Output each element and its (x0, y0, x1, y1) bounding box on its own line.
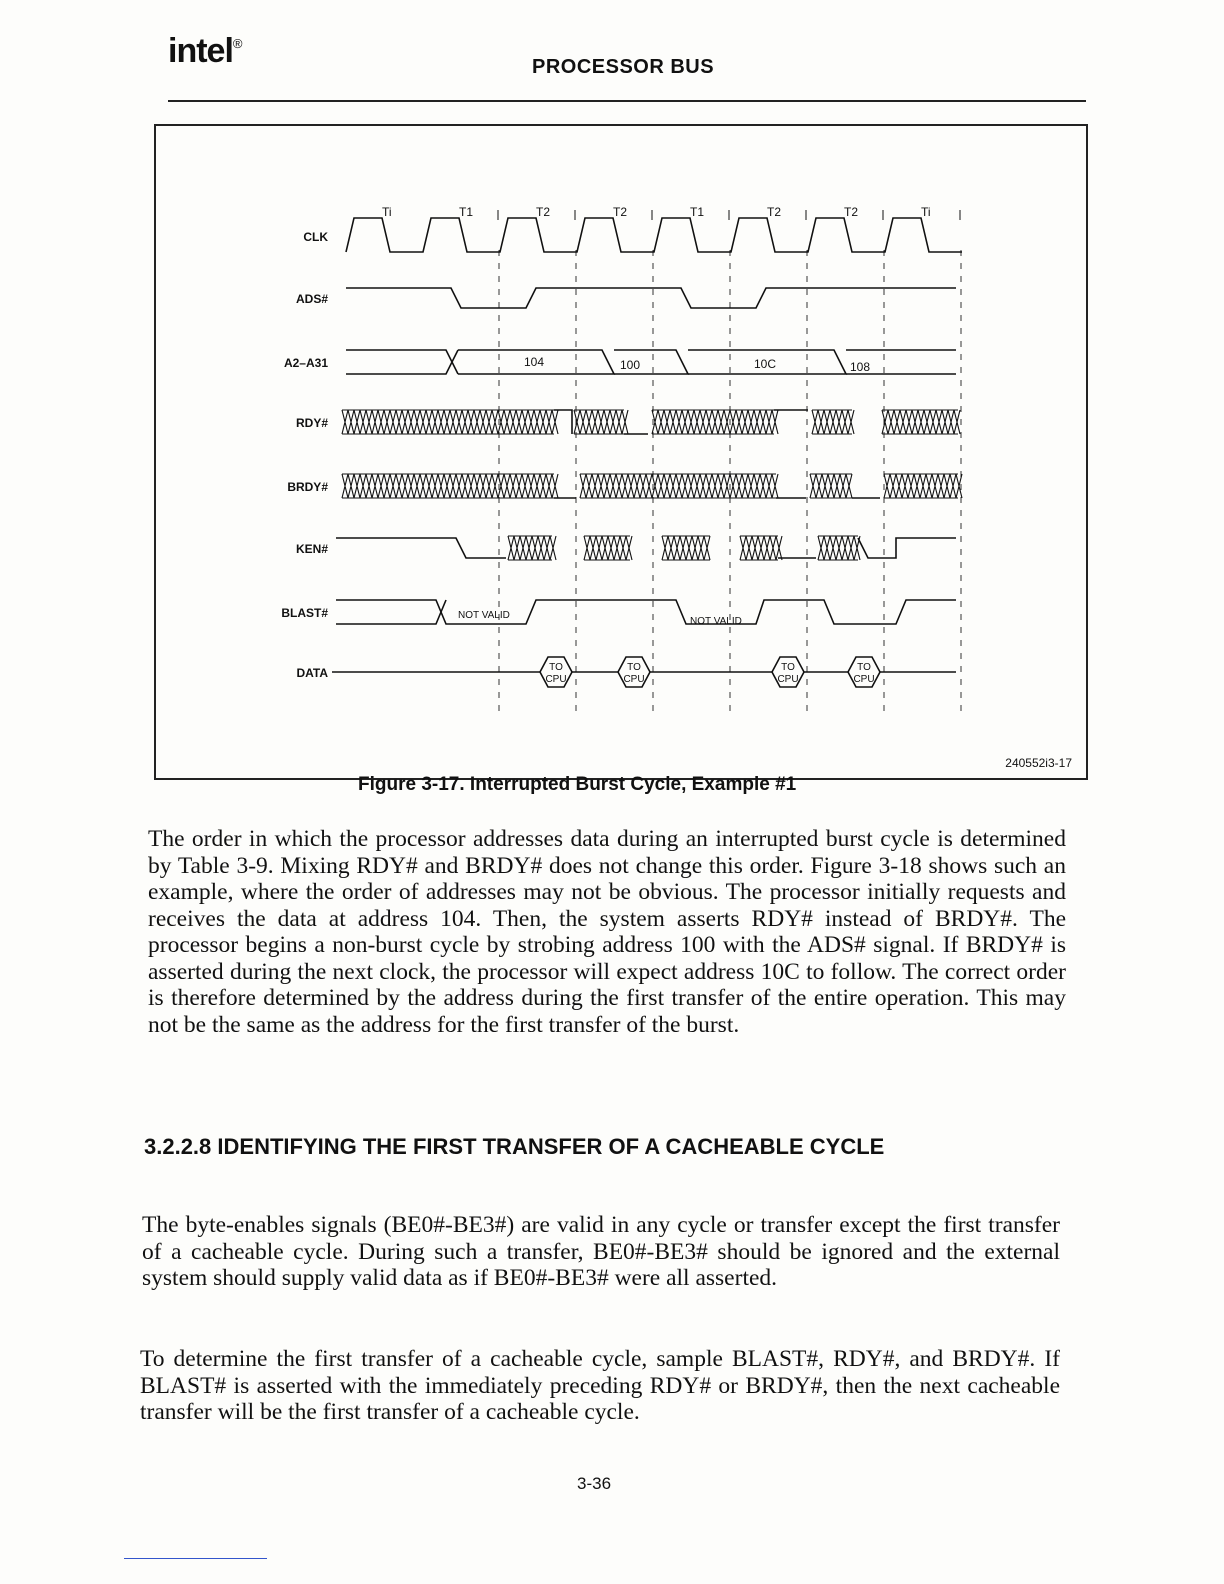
to-label: TO (781, 662, 795, 673)
address-label: 104 (524, 355, 545, 369)
signal-label: DATA (296, 666, 328, 680)
rdy-hatched-region (342, 410, 558, 434)
ken-waveform (858, 538, 956, 558)
paragraph-byte-enables: The byte-enables signals (BE0#-BE3#) are valid in any cycle or transfer except the first transfer of a cacheable cycle. During such a transfer, BE0#-BE3# should be ignored and the external system should supply valid data as if BE0#-BE3# were all asserted. (142, 1212, 1060, 1291)
clk-waveform (346, 218, 962, 252)
blast-waveform (336, 600, 446, 624)
ken-hatched-region (508, 536, 556, 560)
rdy-hatched-region (652, 410, 778, 434)
not-valid-label: NOT VALID (690, 616, 742, 627)
section-heading: 3.2.2.8 IDENTIFYING THE FIRST TRANSFER OF A CACHEABLE CYCLE (144, 1134, 885, 1159)
ads-waveform (346, 288, 956, 308)
figure-caption: Figure 3-17. Interrupted Burst Cycle, Example #1 (358, 774, 797, 795)
ken-waveform (336, 538, 506, 558)
signal-label: BRDY# (287, 480, 328, 494)
figure-id: 240552i3-17 (1005, 756, 1072, 770)
ken-hatched-region (662, 536, 710, 560)
rdy-hatched-region (812, 410, 854, 434)
paragraph-burst-order: The order in which the processor addresses data during an interrupted burst cycle is determined by Table 3-9. Mixing RDY# and BRDY# does not change this order. Figure 3-18 shows such an example, where the order of addresses may not be obvious. The processor initially requests and receives the data at address 104. Then, the system asserts RDY# instead of BRDY#. The processor begins a non-burst cycle by strobing address 100 with the ADS# signal. If BRDY# is asserted during the next clock, the processor will expect address 10C to follow. The correct order is therefore determined by the address during the first transfer of the entire operation. This may not be the same as the address for the first transfer of the burst. (148, 826, 1066, 1038)
clock-state-label: Ti (382, 205, 392, 219)
address-label: 108 (850, 360, 871, 374)
to-label: TO (857, 662, 871, 673)
intel-logo (168, 32, 242, 71)
signal-label: CLK (303, 230, 328, 244)
header-rule (168, 100, 1086, 102)
rdy-hatched-region (882, 410, 960, 434)
rdy-hatched-region (574, 410, 628, 434)
signal-label: A2–A31 (283, 356, 328, 370)
address-label: 10C (754, 357, 777, 371)
address-bus-segment (346, 350, 458, 374)
ken-hatched-region (818, 536, 860, 560)
blast-waveform (336, 600, 956, 624)
cpu-label: CPU (545, 674, 567, 685)
clock-state-label: T1 (459, 205, 474, 219)
cpu-label: CPU (623, 674, 645, 685)
brdy-hatched-region (884, 474, 962, 498)
timing-diagram (156, 126, 1086, 778)
to-label: TO (549, 662, 563, 673)
clock-state-label: Ti (921, 205, 931, 219)
clock-state-label: T1 (690, 205, 705, 219)
signal-label: KEN# (295, 542, 328, 556)
clock-state-label: T2 (613, 205, 628, 219)
footer-line (124, 1558, 267, 1559)
to-label: TO (627, 662, 641, 673)
running-head: PROCESSOR BUS (532, 56, 715, 78)
brdy-hatched-region (342, 474, 558, 498)
address-label: 100 (620, 358, 641, 372)
brdy-hatched-region (580, 474, 778, 498)
cpu-label: CPU (777, 674, 799, 685)
signal-label: RDY# (295, 416, 328, 430)
cpu-label: CPU (853, 674, 875, 685)
not-valid-label: NOT VALID (458, 610, 510, 621)
registered-mark: ® (232, 36, 242, 51)
signal-label: ADS# (295, 292, 328, 306)
clock-state-label: T2 (844, 205, 859, 219)
ken-hatched-region (740, 536, 782, 560)
logo-text: intel (168, 32, 233, 70)
page-number: 3-36 (577, 1474, 612, 1493)
paragraph-first-transfer: To determine the first transfer of a cacheable cycle, sample BLAST#, RDY#, and BRDY#. If BLAST# is asserted with the immediately preceding RDY# or BRDY#, then the next cacheable transfer will be the first transfer of a cacheable cycle. (140, 1346, 1060, 1425)
timing-diagram-figure (154, 124, 1088, 780)
clock-state-label: T2 (536, 205, 551, 219)
signal-label: BLAST# (281, 606, 328, 620)
brdy-hatched-region (810, 474, 852, 498)
ken-hatched-region (584, 536, 632, 560)
clock-state-label: T2 (767, 205, 782, 219)
